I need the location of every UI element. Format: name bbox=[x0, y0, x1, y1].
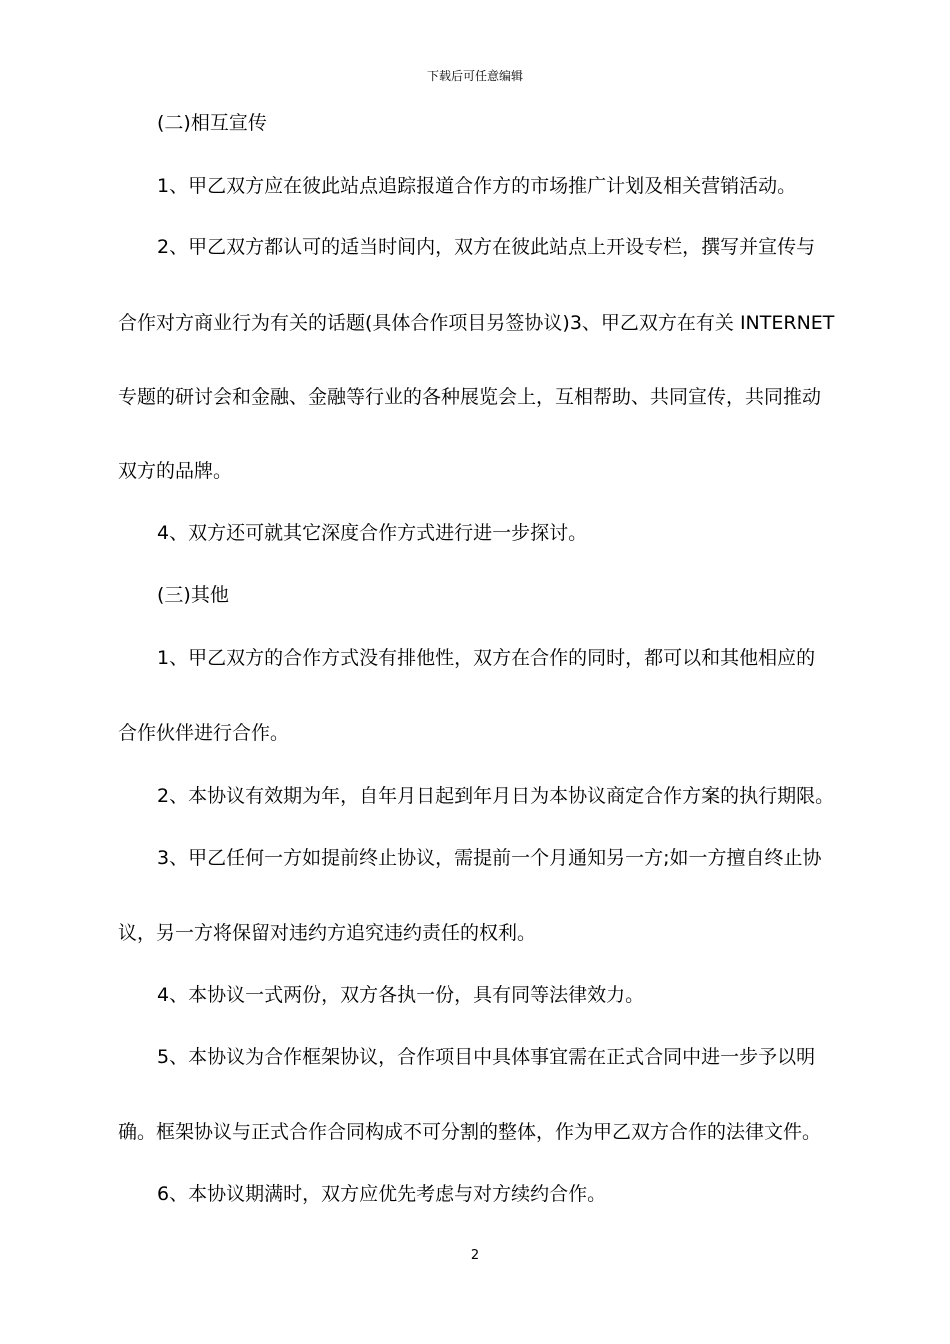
paragraph-line: 1、甲乙双方应在彼此站点追踪报道合作方的市场推广计划及相关营销活动。 bbox=[157, 175, 797, 197]
paragraph-line: 2、本协议有效期为年，自年月日起到年月日为本协议商定合作方案的执行期限。 bbox=[157, 785, 835, 807]
section-heading-other: (三)其他 bbox=[157, 584, 229, 606]
paragraph-line: 合作对方商业行为有关的话题(具体合作项目另签协议)3、甲乙双方在有关 INTERNET bbox=[118, 312, 835, 334]
paragraph-line: 确。框架协议与正式合作合同构成不可分割的整体，作为甲乙双方合作的法律文件。 bbox=[118, 1121, 822, 1143]
section-heading-mutual-promotion: (二)相互宣传 bbox=[157, 112, 267, 134]
page-number: 2 bbox=[470, 1248, 480, 1263]
paragraph-line: 3、甲乙任何一方如提前终止协议，需提前一个月通知另一方;如一方擅自终止协 bbox=[157, 847, 822, 869]
page-header: 下载后可任意编辑 bbox=[426, 69, 523, 83]
paragraph-line: 2、甲乙双方都认可的适当时间内，双方在彼此站点上开设专栏，撰写并宣传与 bbox=[157, 236, 816, 258]
paragraph-line: 双方的品牌。 bbox=[118, 460, 233, 482]
paragraph-line: 4、双方还可就其它深度合作方式进行进一步探讨。 bbox=[157, 522, 588, 544]
paragraph-line: 1、甲乙双方的合作方式没有排他性，双方在合作的同时，都可以和其他相应的 bbox=[157, 647, 816, 669]
paragraph-line: 5、本协议为合作框架协议，合作项目中具体事宜需在正式合同中进一步予以明 bbox=[157, 1046, 816, 1068]
paragraph-line: 合作伙伴进行合作。 bbox=[118, 722, 290, 744]
paragraph-line: 专题的研讨会和金融、金融等行业的各种展览会上，互相帮助、共同宣传，共同推动 bbox=[118, 386, 822, 408]
paragraph-line: 4、本协议一式两份，双方各执一份，具有同等法律效力。 bbox=[157, 984, 645, 1006]
paragraph-line: 议，另一方将保留对违约方追究违约责任的权利。 bbox=[118, 922, 537, 944]
paragraph-line: 6、本协议期满时，双方应优先考虑与对方续约合作。 bbox=[157, 1183, 607, 1205]
